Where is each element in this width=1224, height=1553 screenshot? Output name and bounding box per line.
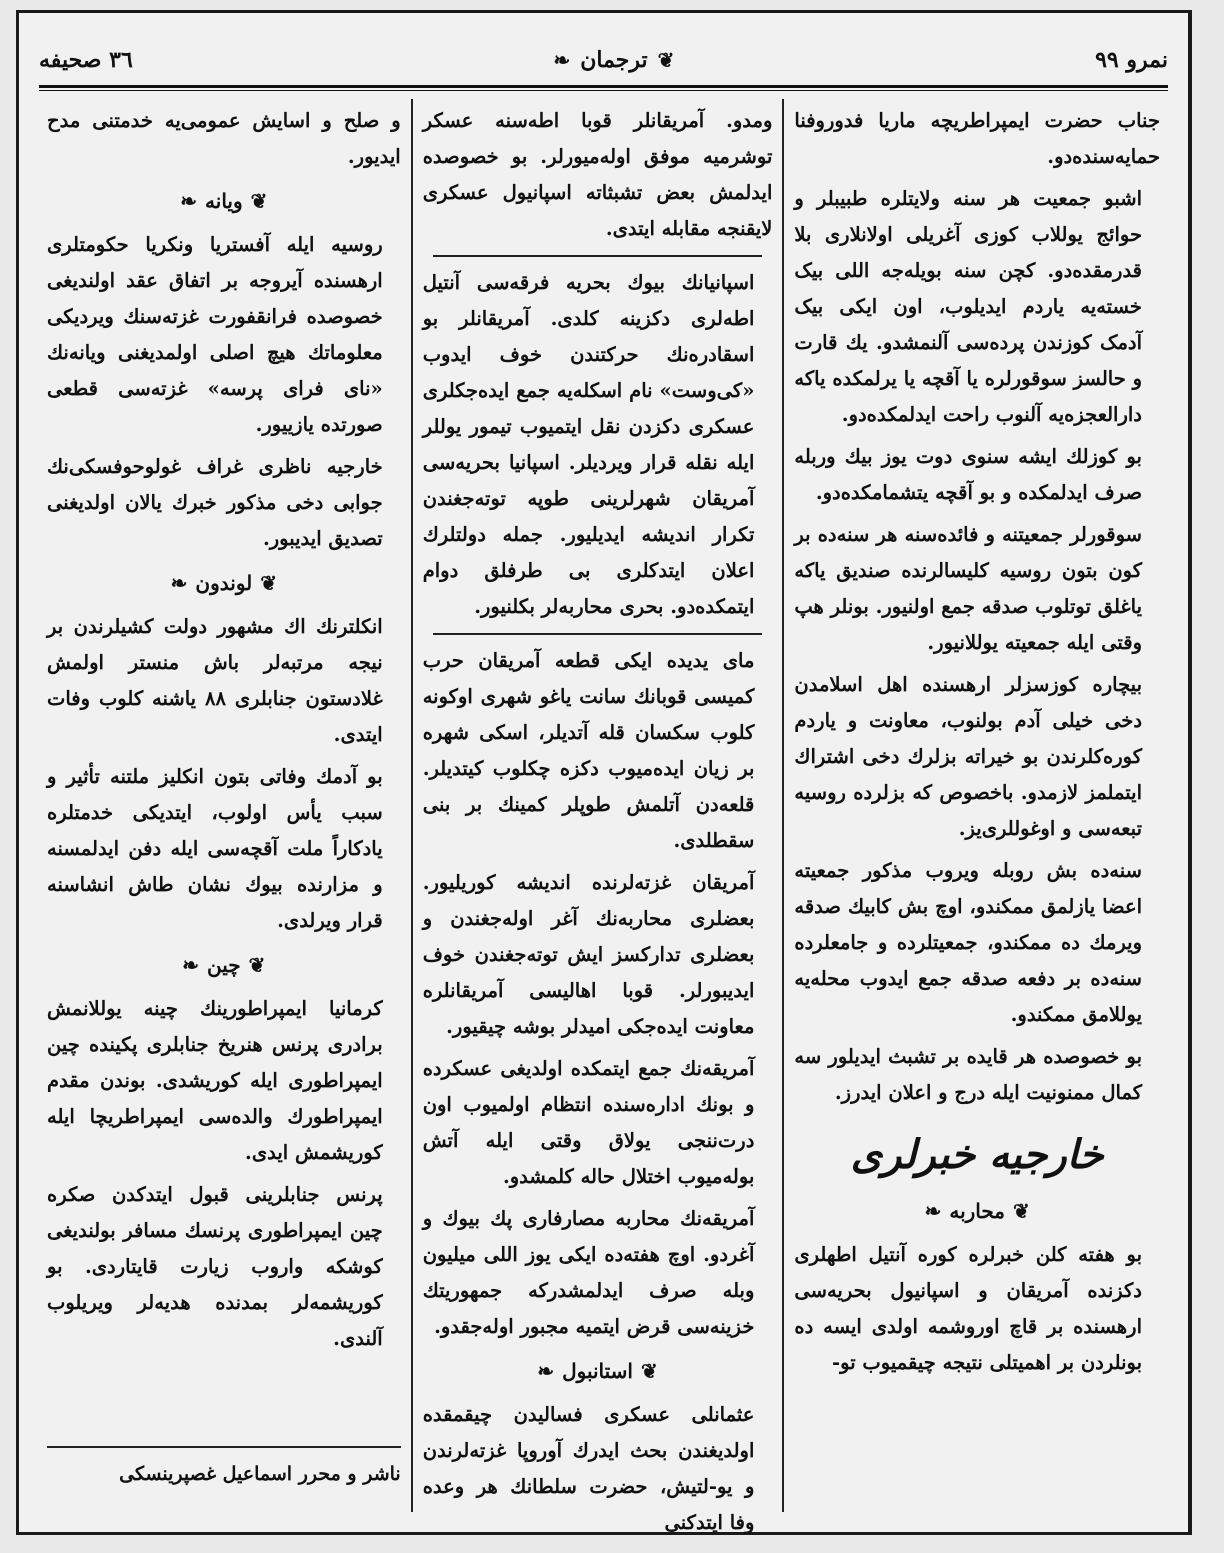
paragraph: روسیه ایله آفستریا ونکریا حکومتلری ارهسنده آیروجه بر اتفاق عقد اولندیغی خصوصده فرانقفورت غزته‌سنك ویردیکی معلوماتك هیچ اصلی اولمدیغنی ویانه‌نك «نای فرای پرسه» غزته‌سی قطعی صورتده یازییور. [47,233,383,436]
page-number: ٣٦ صحیفه [39,47,133,73]
section-heading-text: استانبول [562,1359,633,1383]
section-heading [47,947,401,983]
section-heading [423,1353,773,1389]
section-heading-text: ویانه [205,189,243,213]
ornament-icon: ❧ [924,1199,942,1223]
column-middle [411,99,785,1534]
divider [433,633,763,635]
publisher-line: ناشر و محرر اسماعیل غصپرینسکی [119,1463,401,1485]
paragraph: ومدو. آمریقانلر قوبا اطه‌سنه عسکر توشرمیه موفق اوله‌میورلر. بو خصوصده ایدلمش بعض تشبثاته اسپانیول عسکری لایقنجه مقابله ایتدی. [422,109,773,240]
header-rule-thin [39,90,1168,91]
paragraph: سنه‌ده بش روبله ویروب مذکور جمعیته اعضا یازلمق ممکندو، اوچ بش کابیك صدقه ویرمك ده ممکندو، جمعیتلرده و جامعلرده سنه‌ده بر دفعه صدقه جمع ایدوب محله‌یه یوللامق ممکندو. [794,859,1142,1026]
paragraph: آمریقه‌نك جمع ایتمکده اولدیغی عسکرده و بونك اداره‌سنده انتظام اولمیوب اون درت‌ننجی یولاق وقتی ایله آتش بوله‌میوب اختلال حاله کلمشدو. [422,1057,755,1188]
header-rule [39,85,1168,88]
paragraph: پرنس جنابلرینی قبول ایتدکدن صکره چین ایمپراطوری پرنسك مسافر بولندیغی کوشکه واروب زیارت قایتاردی. بو کوریشمه‌لر بمدنده هدیه‌لر ویریلوب آلندی. [47,1183,383,1350]
paragraph: خارجیه ناظری غراف غولوحوفسکی‌نك جوابی دخی مذکور خبرك یالان اولدیغنی تصدیق ایدیبور. [47,455,383,550]
ornament-icon: ❦ [1013,1199,1030,1223]
paragraph: سوقورلر جمعیتنه و فائده‌سنه هر سنه‌ده بر کون بتون روسیه کلیسالرنده صندیق یاکه یاغلق توتلوب صدقه جمع اولنیور. بونلر هپ وقتی ایله جمعیته یوللانیور. [794,523,1142,654]
paragraph: انکلترنك اك مشهور دولت کشیلرندن بر نیجه مرتبه‌لر باش منستر اولمش غلادستون جنابلری ٨٨ یاشنه کلوب وفات ایتدی. [47,615,383,746]
ornament-icon: ❧ [537,1359,555,1383]
issue-number: نمرو ٩٩ [1095,47,1168,73]
paragraph: بو خصوصده هر قایده بر تشبث ایدیلور سه کمال ممنونیت ایله درج و اعلان ایدرز. [794,1045,1142,1104]
paragraph: و صلح و اسایش عمومی‌یه خدمتنی مدح ایدیور. [47,109,401,168]
section-heading-text: لوندون [195,571,253,595]
paragraph: بو هفته کلن خبرلره کوره آنتیل اطهلری دکزنده آمریقان و اسپانیول بحریه‌سی ارهسنده بر قاچ اوروشمه اولدی ایسه ده بونلردن بر اهمیتلی نتیجه چیقمیوب تو- [794,1243,1142,1374]
ornament-icon: ❦ [260,571,278,595]
ornament-icon: ❧ [182,953,200,977]
ornament-icon: ❧ [553,48,571,72]
column-right [784,99,1170,1512]
paragraph: اشبو جمعیت هر سنه ولایتلره طبیبلر و حوائج یوللاب کوزی آغریلی اولانلاری بلا قدرمقده‌دو. کچن سنه بویله‌جه اللی بیک خسته‌یه یاردم ایدیلوب، اون ایکی بیک آدمک کوزندن پرده‌سی آلنمشدو. یك قارت و حالسز سوقورلره یا آقچه یا یرلمکده یاکه دارالعجزه‌یه آلنوب راحت ایدلمکده‌دو. [794,187,1142,426]
section-heading [47,183,401,219]
columns [37,99,1170,1534]
paragraph: بیچاره کوزسزلر ارهسنده اهل اسلامدن دخی خیلی آدم بولنوب، معاونت و یاردم کوره‌کلرندن بو خیراته بزلرك دخی اشتراك ایتملمز لازمدو. باخصوص که بزلرده روسیه تبعه‌سی و اوغوللری‌یز. [794,673,1142,840]
paragraph: بو آدمك وفاتی بتون انکلیز ملتنه تأثیر و سبب یأس اولوب، ایتدیکی خدمتلره یادکاراً ملت آقچه‌سی ایله دفن ایدلمسنه و مزارنده بیوك نشان طاش انشاسنه قرار ویرلدی. [47,765,383,932]
paragraph: مای یدیده ایکی قطعه آمریقان حرب کمیسی قوبانك سانت یاغو شهری اوکونه کلوب سکسان قله آتدیلر، اسکی شهره بر زیان ایده‌میوب دکزه چکلوب کیتدیلر. قلعه‌دن آتلمش طوپلر کمینك بر بنی سقطلدی. [422,649,755,852]
section-heading-text: چین [207,953,241,977]
paragraph: اسپانیانك بیوك بحریه فرقه‌سی آنتیل اطه‌لری دکزینه کلدی. آمریقانلر بو اسقادره‌نك حرکتندن خوف ایدوب «کی‌وست» نام اسکله‌یه جمع ایده‌جکلری عسکری دکزدن نقل ایتمیوب تیمور یوللر ایله نقله قرار ویردیلر. اسپانیا بحریه‌سی آمریقان شهرلرینی طوپه توته‌جغندن تکرار اندیشه ایدیلیور. جمله دولتلرك اعلان ایتدکلری بی طرفلق دوام ایتمکده‌دو. بحری محاربه‌لر بکلنیور. [422,271,755,618]
paragraph: عثمانلی عسکری فسالیدن چیقمقده اولدیغندن بحث ایدرك آوروپا غزته‌لرندن و یو-لتیش، حضرت سلطانك هر وعده وفا ایتدکنی [422,1403,755,1534]
column-left [37,99,411,1512]
ornament-icon: ❧ [170,571,188,595]
ornament-icon: ❧ [180,189,198,213]
paragraph: آمریقان غزته‌لرنده اندیشه کوریلیور. بعضلری محاربه‌نك آغر اوله‌جغندن و بعضلری تدارکسز ایش توته‌جغندن خوف ایدیبورلر. قوبا اهالیسی آمریقانلره معاونت ایده‌جکی امیدلر بوشه چیقیور. [422,871,755,1038]
section-heading-text: محاربه [949,1199,1006,1223]
newspaper-title: ترجمان [580,47,648,73]
section-heading [47,565,401,601]
ornament-icon: ❦ [248,953,266,977]
paragraph: بو کوزلك ایشه سنوی دوت یوز بیك وربله صرف ایدلمکده و بو آقچه یتشما‌مکده‌دو. [794,445,1142,504]
section-title: خارجیه خبرلری [850,1131,1104,1178]
newspaper-page [16,10,1192,1535]
paragraph: آمریقه‌نك محاربه مصارفاری پك بیوك و آغردو. اوچ هفته‌ده ایکی یوز اللی میلیون وبله صرف ایدلمشدرکه جمهوریتك خزینه‌سی قرض ایتمیه مجبور اوله‌جقدو. [422,1207,755,1338]
page-header [39,35,1168,85]
divider [433,255,763,257]
footer-rule [47,1446,401,1448]
ornament-icon: ❦ [641,1359,658,1383]
paragraph: جناب حضرت ایمپراطریچه ماریا فدوروفنا حمایه‌سنده‌دو. [794,109,1160,168]
ornament-icon: ❦ [657,48,675,72]
section-heading [794,1193,1160,1229]
ornament-icon: ❦ [250,189,268,213]
masthead [553,47,674,73]
paragraph: کرمانیا ایمپراطورینك چینه یوللانمش برادری پرنس هنریخ جنابلری پکینده چین ایمپراطوری ایله کوریشدی. بوندن مقدم ایمپراطورك والده‌سی ایمپراطریچا ایله کوریشمش ایدی. [47,997,383,1164]
